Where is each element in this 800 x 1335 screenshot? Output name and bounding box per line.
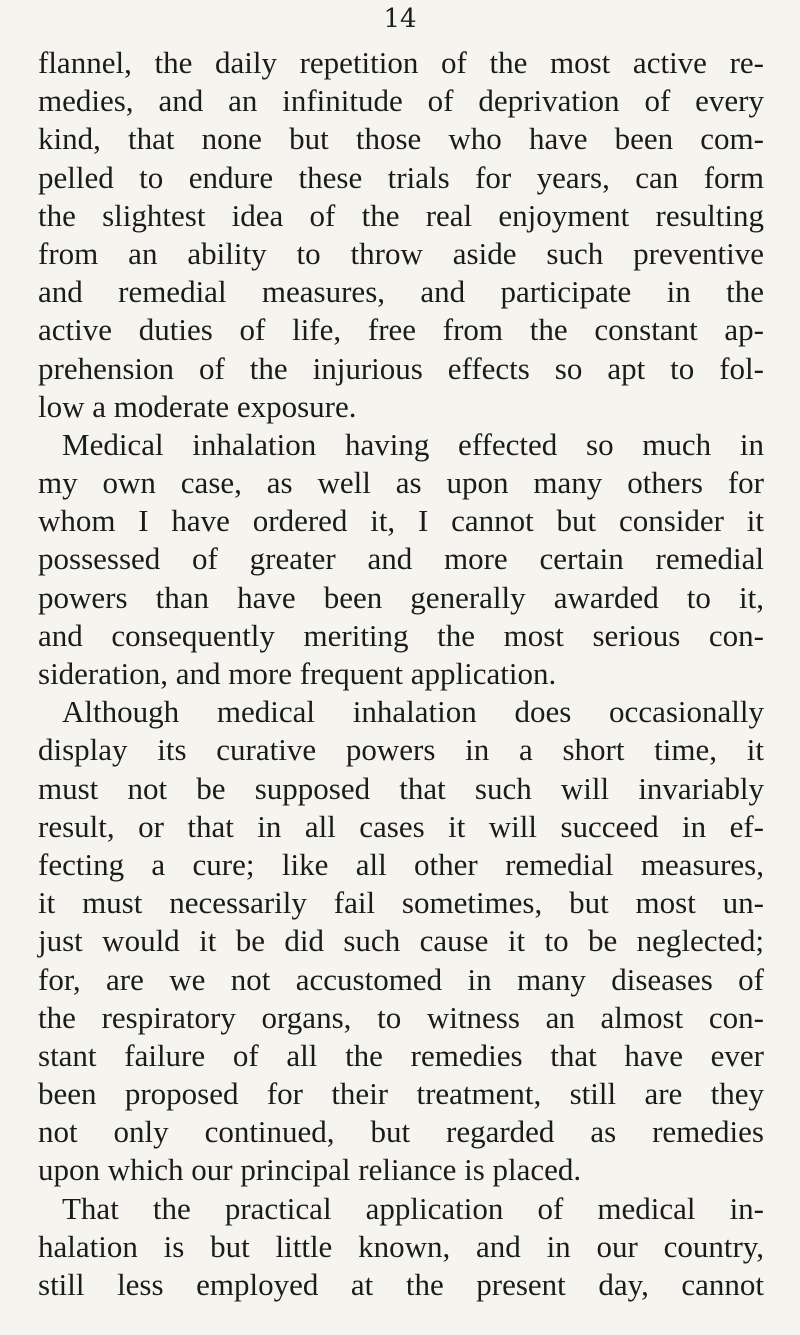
text-line: fecting a cure; like all other remedial measures, <box>38 846 764 882</box>
text-line: Medical inhalation having effected so much in <box>62 426 764 462</box>
text-line: the slightest idea of the real enjoyment resulting <box>38 197 764 233</box>
text-line: my own case, as well as upon many others for <box>38 465 764 501</box>
text-line: not only continued, but regarded as remedies <box>38 1114 764 1150</box>
paragraph <box>38 1190 764 1305</box>
text-line: still less employed at the present day, cannot <box>38 1267 764 1302</box>
text-line: powers than have been generally awarded to it, <box>38 579 764 615</box>
text-line: just would it be did such cause it to be neglected; <box>38 923 764 959</box>
page-number: 14 <box>383 4 417 34</box>
text-line: from an ability to throw aside such preventive <box>38 235 764 271</box>
text-line: kind, that none but those who have been com- <box>38 121 764 157</box>
text-line: halation is but little known, and in our country, <box>38 1228 764 1264</box>
paragraph <box>38 693 764 1189</box>
paragraph <box>38 426 764 693</box>
text-line: possessed of greater and more certain remedial <box>38 541 764 577</box>
body-text <box>38 44 764 1304</box>
text-line: whom I have ordered it, I cannot but consider it <box>38 503 764 539</box>
text-line: That the practical application of medical in- <box>62 1190 764 1226</box>
text-line: active duties of life, free from the constant ap- <box>38 312 764 348</box>
text-line: and remedial measures, and participate in the <box>38 274 764 310</box>
text-line: Although medical inhalation does occasionally <box>62 694 764 730</box>
text-line: and consequently meriting the most serious con- <box>38 617 764 653</box>
text-line: flannel, the daily repetition of the most active re- <box>38 45 764 80</box>
text-line: sideration, and more frequent application. <box>38 656 557 691</box>
text-line: upon which our principal reliance is placed. <box>38 1152 582 1188</box>
text-line: low a moderate exposure. <box>38 388 357 424</box>
text-line: the respiratory organs, to witness an almost con- <box>38 999 764 1035</box>
text-line: prehension of the injurious effects so apt to fol- <box>38 350 764 386</box>
text-line: medies, and an infinitude of deprivation of every <box>38 83 764 119</box>
text-line: result, or that in all cases it will succeed in ef- <box>38 808 764 844</box>
text-line: for, are we not accustomed in many diseases of <box>38 961 764 997</box>
text-line: must not be supposed that such will invariably <box>38 770 764 806</box>
text-line: it must necessarily fail sometimes, but most un- <box>38 885 764 921</box>
text-line: been proposed for their treatment, still are they <box>38 1076 764 1112</box>
text-line: display its curative powers in a short time, it <box>38 732 764 768</box>
text-line: stant failure of all the remedies that have ever <box>38 1037 764 1073</box>
text-line: pelled to endure these trials for years, can form <box>38 159 764 195</box>
paragraph <box>38 44 764 426</box>
